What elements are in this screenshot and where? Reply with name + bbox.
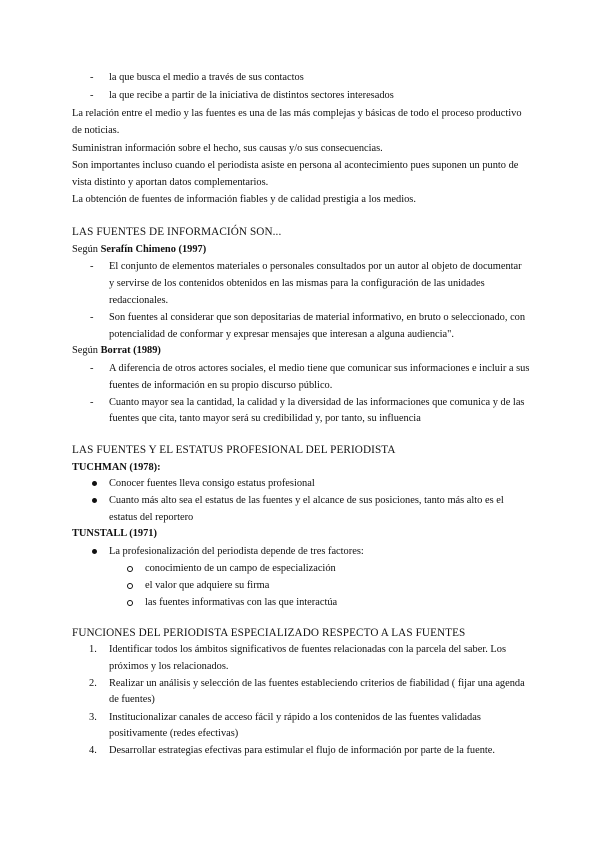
circle-bullet-icon [127,583,133,589]
circle-bullet-icon [127,600,133,606]
bullet-icon [92,498,97,503]
document-page: - la que busca el medio a través de sus contactos - la que recibe a partir de la iniciativa de distintos sectores interesados La relación entre el medio y las fuentes es una de las más complejas y básicas de todo el proceso productivo de noticias. Suministran información sobre el hecho, sus causas y/o sus consecuencias. Son importantes incluso cuando el periodista asiste en persona al acontecimiento pues suponen un punto de vista distinto y aportan datos complementarios. La obtención de fuentes de información fiables y de calidad prestigia a los medios. LAS FUENTES DE INFORMACIÓN SON... Según Serafín Chimeno (1997) - El conjunto de elementos materiales o personales consultados por un autor al objeto de documentar y servirse de los contenidos obtenidos en las mismas para la configuración de las unidades redaccionales. - Son fuentes al considerar que son depositarias de material informativo, en bruto o seleccionado, con potencialidad de conformar y expresar mensajes que interesan a alguna audiencia". Según Borrat (1989) - A diferencia de otros actores sociales, el medio tiene que comunicar sus informaciones e incluir a sus fuentes de información en su propio discurso público. - Cuanto mayor sea la cantidad, la calidad y la diversidad de las informaciones que comunica y de las fuentes que cita, tanto mayor será su credibilidad y, por tanto, su influencia LAS FUENTES Y EL ESTATUS PROFESIONAL DEL PERIODISTA TUCHMAN (1978): Conocer fuentes lleva consigo estatus profesional Cuanto más alto sea el estatus de las fuentes y el alcance de sus posiciones, tanto más alto es el estatus del reportero TUNSTALL (1971) La profesionalización del periodista depende de tres factores: conocimiento de un campo de especialización el valor que adquiere su firma las fuentes informativas con las que interactúa FUNCIONES DEL PERIODISTA ESPECIALIZADO RESPECTO A LAS FUENTES 1. Identificar todos los ámbitos significativos de fuentes relacionadas con la parcela del saber. Los próximos y los relacionados. 2. Realizar un análisis y selección de las fuentes estableciendo criterios de fiabilidad ( fijar una agenda de fuentes) 3. Institucionalizar canales de acceso fácil y rápido a los contenidos de las fuentes validadas positivamente (redes efectivas) 4. Desarrollar estrategias efectivas para estimular el flujo de información por parte de la fuente. [72,72,530,756]
bullet-icon [92,549,97,554]
bullet-icon [92,481,97,486]
circle-bullet-icon [127,566,133,572]
